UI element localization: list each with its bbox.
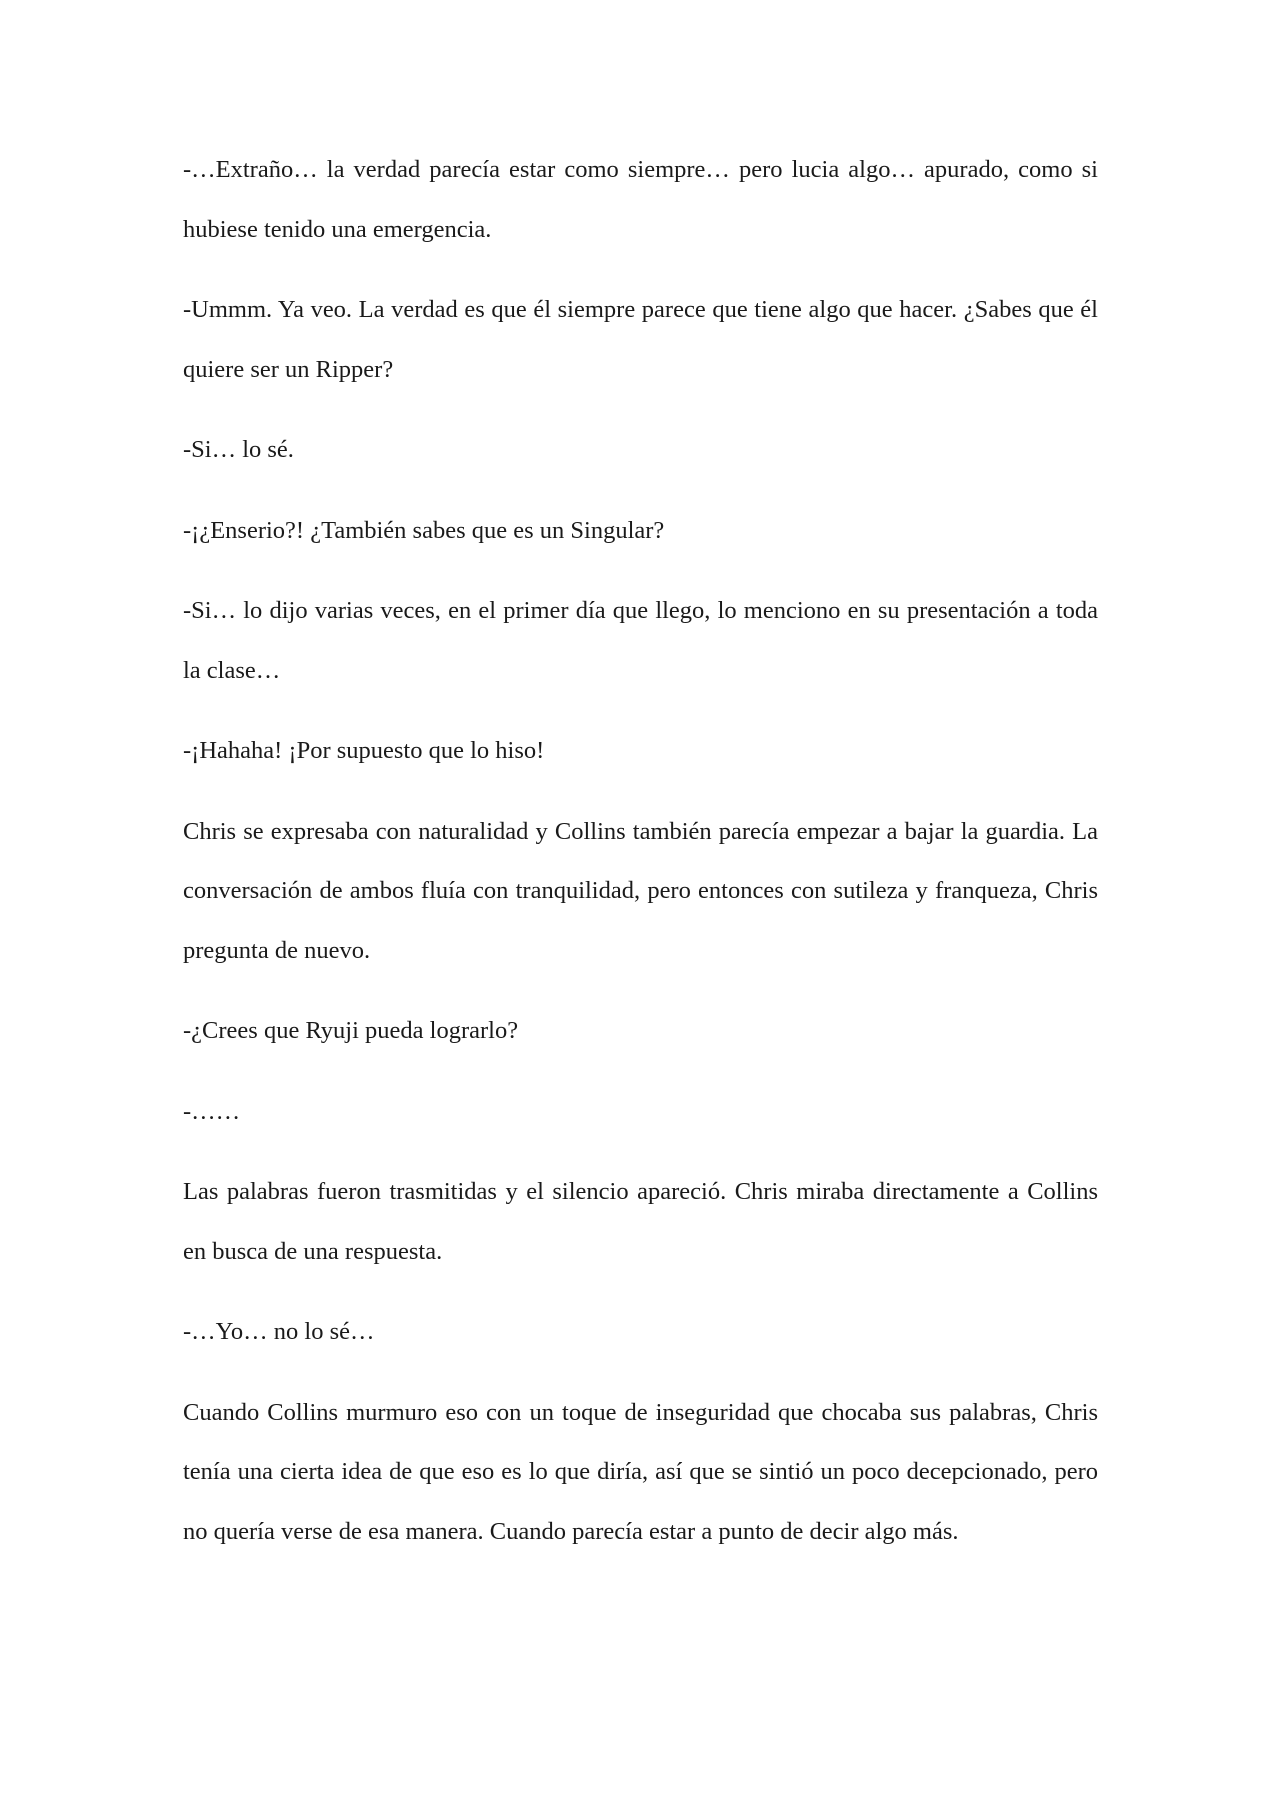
paragraph-10: Las palabras fueron trasmitidas y el silencio apareció. Chris miraba directamente a Collins en busca de una respuesta. — [183, 1178, 1098, 1265]
paragraph-7: Chris se expresaba con naturalidad y Collins también parecía empezar a bajar la guardia. La conversación de ambos fluía con tranquilidad, pero entonces con sutileza y franqueza, Chris pregunta de nuevo. — [183, 817, 1098, 964]
paragraph-5: -Si… lo dijo varias veces, en el primer día que llego, lo menciono en su presentación a toda la clase… — [183, 597, 1098, 684]
document-page — [183, 140, 1098, 1582]
paragraph-8: -¿Crees que Ryuji pueda lograrlo? — [183, 1017, 519, 1044]
paragraph-9: -…… — [183, 1097, 241, 1125]
paragraph-3: -Si… lo sé. — [183, 436, 294, 463]
paragraph-6: -¡Hahaha! ¡Por supuesto que lo hiso! — [183, 737, 545, 764]
paragraph-11: -…Yo… no lo sé… — [183, 1318, 375, 1345]
paragraph-12: Cuando Collins murmuro eso con un toque de inseguridad que chocaba sus palabras, Chris tenía una cierta idea de que eso es lo que diría, así que se sintió un poco decepcionado, pero no quería verse de esa manera. Cuando parecía estar a punto de decir algo más. — [183, 1398, 1098, 1545]
paragraph-4: -¡¿Enserio?! ¿También sabes que es un Singular? — [183, 516, 665, 544]
paragraph-2: -Ummm. Ya veo. La verdad es que él siempre parece que tiene algo que hacer. ¿Sabes que él quiere ser un Ripper? — [183, 296, 1098, 383]
paragraph-1: -…Extraño… la verdad parecía estar como siempre… pero lucia algo… apurado, como si hubiese tenido una emergencia. — [183, 156, 1098, 243]
